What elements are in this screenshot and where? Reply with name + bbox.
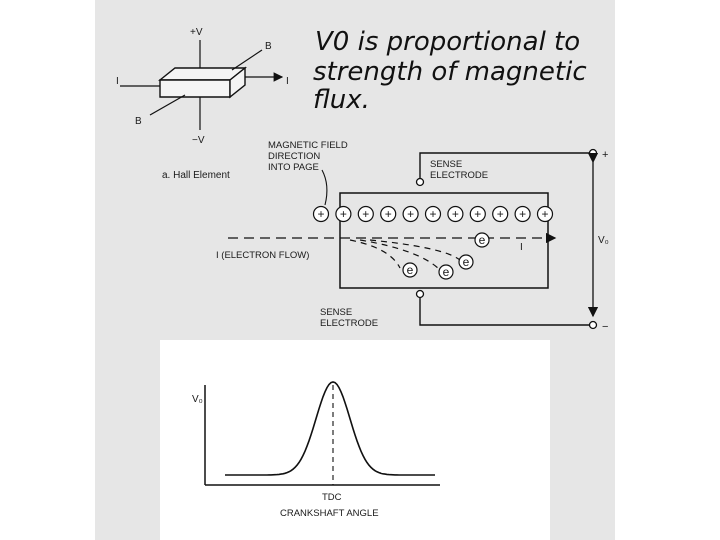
sense-electrode-bottom [417, 291, 424, 298]
sense-electrode-top [417, 179, 424, 186]
svg-text:+: + [541, 207, 549, 221]
svg-text:e: e [462, 255, 470, 269]
sense-top-label-2: ELECTRODE [430, 170, 489, 181]
field-label-1: MAGNETIC FIELD [268, 140, 348, 151]
positive-charge [358, 207, 373, 222]
note-line-2: strength of magnetic [313, 57, 587, 87]
terminal-plus-label: + [602, 149, 609, 161]
sense-top-label-1: SENSE [430, 159, 463, 170]
minus-v-label: −V [192, 135, 205, 146]
tdc-label: TDC [322, 492, 342, 503]
svg-text:+: + [339, 207, 347, 221]
svg-text:+: + [384, 207, 392, 221]
i-label-left: I [116, 76, 119, 87]
svg-text:+: + [429, 207, 437, 221]
current-out-label: I [520, 242, 523, 253]
note-line-1: V0 is proportional to [315, 27, 581, 57]
hall-element-caption: a. Hall Element [162, 170, 230, 181]
svg-text:e: e [442, 265, 450, 279]
positive-charge [470, 207, 485, 222]
terminal-plus [590, 150, 597, 157]
positive-charges-row [314, 207, 553, 222]
sense-bottom-label-2: ELECTRODE [320, 318, 379, 329]
svg-text:+: + [407, 207, 415, 221]
electron [403, 263, 417, 277]
positive-charge [515, 207, 530, 222]
electron [439, 265, 453, 279]
plus-v-label: +V [190, 27, 203, 38]
positive-charge [314, 207, 329, 222]
b-label-top: B [265, 41, 272, 52]
positive-charge [381, 207, 396, 222]
hall-element-block [160, 68, 245, 97]
crankshaft-angle-label: CRANKSHAFT ANGLE [280, 508, 379, 519]
svg-text:+: + [362, 207, 370, 221]
positive-charge [448, 207, 463, 222]
svg-text:e: e [406, 263, 414, 277]
current-label: I (ELECTRON FLOW) [216, 250, 310, 261]
electron [475, 233, 489, 247]
field-label-pointer [322, 170, 327, 205]
sense-bottom-label-1: SENSE [320, 307, 353, 318]
electron [459, 255, 473, 269]
svg-text:+: + [496, 207, 504, 221]
positive-charge [336, 207, 351, 222]
output-voltage-label: V₀ [598, 235, 609, 246]
field-label-3: INTO PAGE [268, 162, 319, 173]
positive-charge [538, 207, 553, 222]
svg-text:e: e [478, 233, 486, 247]
terminal-minus [590, 322, 597, 329]
svg-text:+: + [451, 207, 459, 221]
graph-y-label: V₀ [192, 394, 203, 405]
svg-text:+: + [519, 207, 527, 221]
terminal-minus-label: − [602, 321, 609, 333]
positive-charge [403, 207, 418, 222]
i-label-right: I [286, 76, 289, 87]
b-label-bottom: B [135, 116, 142, 127]
electrons [403, 233, 489, 279]
positive-charge [493, 207, 508, 222]
svg-text:+: + [474, 207, 482, 221]
voltage-curve [225, 382, 435, 475]
note-line-3: flux. [313, 85, 370, 115]
svg-text:+: + [317, 207, 325, 221]
positive-charge [426, 207, 441, 222]
field-label-2: DIRECTION [268, 151, 321, 162]
